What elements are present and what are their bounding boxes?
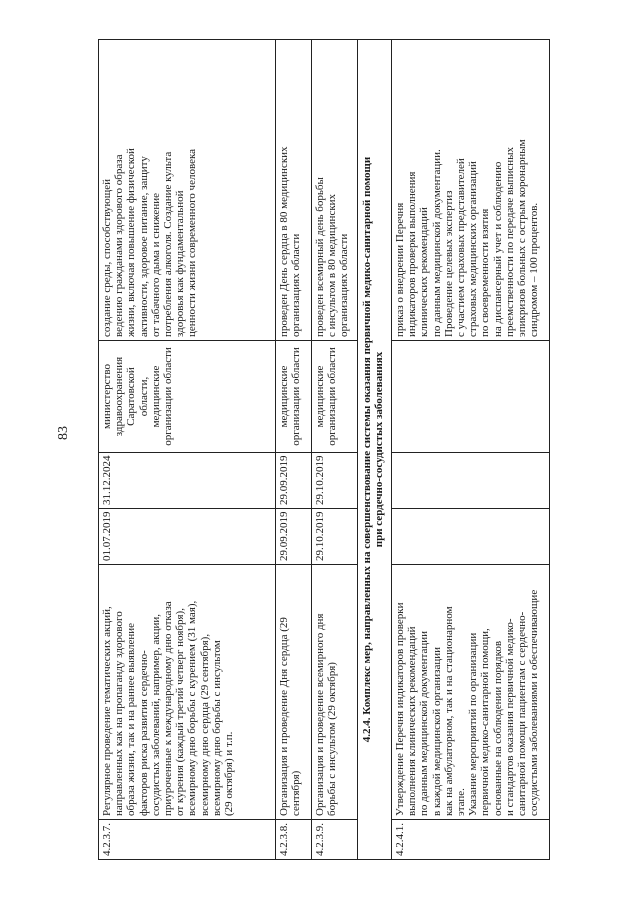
- text-line: всемирному дню борьбы с инсультом: [210, 640, 223, 816]
- text-line: медицинские: [314, 365, 326, 428]
- table-row: [392, 40, 550, 860]
- end-date: 29.09.2019: [276, 453, 312, 509]
- text-line: синдромом – 100 процентов.: [528, 202, 541, 337]
- activity-cell: [312, 565, 358, 820]
- rotated-table-container: [98, 40, 541, 860]
- section-heading-row: [358, 40, 392, 860]
- activity-cell: [276, 565, 312, 820]
- start-date: 29.09.2019: [276, 509, 312, 565]
- result-cell: [392, 40, 550, 341]
- row-number: 4.2.4.1.: [392, 820, 550, 860]
- executor-cell: [276, 341, 312, 453]
- text-line: проведен всемирный день борьбы: [314, 177, 326, 337]
- text-line: по данным медицинской документации: [418, 631, 431, 816]
- row-number: 4.2.3.7.: [99, 820, 276, 860]
- result-cell: [99, 40, 276, 341]
- text-line: приуроченные к международному дню отказа: [162, 601, 175, 816]
- text-line: ведению гражданами здорового образа: [113, 154, 126, 337]
- text-line: организациях области: [338, 233, 351, 337]
- executor-cell: [392, 341, 550, 453]
- activity-cell: [99, 565, 276, 820]
- text-line: Проведение целевых экспертиз: [442, 190, 455, 337]
- text-line: от табачного дыма и снижение: [149, 193, 162, 337]
- text-line: эпикризов больных с острым коронарным: [516, 139, 529, 337]
- start-date: [392, 509, 550, 565]
- text-line: жизни, включая повышение физической: [125, 148, 138, 337]
- text-line: организации области: [326, 347, 339, 446]
- text-line: ценности жизни современного человека: [186, 148, 199, 337]
- text-line: направленных как на пропаганду здорового: [113, 611, 126, 816]
- text-line: выполнения клинических рекомендаций: [406, 626, 419, 816]
- text-line: этапе.: [455, 788, 468, 816]
- text-line: в каждой медицинской организации: [430, 646, 443, 816]
- text-line: с инсультом в 80 медицинских: [326, 193, 339, 337]
- text-line: образа жизни, так и на раннее выявление: [125, 622, 138, 816]
- text-line: преемственности по передаче выписных: [503, 146, 516, 337]
- executor-cell: [99, 341, 276, 453]
- end-date: [392, 453, 550, 509]
- text-line: индикаторов проверки выполнения: [406, 171, 419, 337]
- text-line: сосудистых заболеваний, например, акции,: [149, 613, 162, 816]
- text-line: Саратовской: [125, 367, 138, 426]
- text-line: Указание мероприятий по организации: [467, 632, 480, 816]
- text-line: всемирному дню сердца (29 сентября),: [198, 633, 211, 816]
- text-line: с участием страховых представителей: [455, 158, 468, 337]
- start-date: 29.10.2019: [312, 509, 358, 565]
- text-line: по данным медицинской документации.: [430, 149, 443, 337]
- text-line: Организация и проведение всемирного дня: [314, 613, 326, 816]
- end-date: 31.12.2024: [99, 453, 276, 509]
- text-line: Организация и проведение Дня сердца (29: [278, 617, 290, 816]
- text-line: сосудистыми заболеваниями и обеспечивающие: [528, 589, 541, 816]
- table-row: [312, 40, 358, 860]
- text-line: факторов риска развития сердечно-: [137, 650, 150, 816]
- text-line: здоровья как фундаментальной: [174, 190, 187, 337]
- text-line: первичной медико-санитарной помощи,: [479, 628, 492, 816]
- text-line: проведен День сердца в 80 медицинских: [278, 146, 290, 337]
- text-line: по своевременности взятия: [479, 208, 492, 337]
- measures-table: [98, 39, 550, 860]
- text-line: Утверждение Перечня индикаторов проверки: [394, 602, 406, 816]
- text-line: здравоохранения: [113, 356, 126, 437]
- text-line: создание среды, способствующей: [101, 178, 113, 337]
- start-date: 01.07.2019: [99, 509, 276, 565]
- result-cell: [276, 40, 312, 341]
- text-line: клинических рекомендаций: [418, 207, 431, 337]
- row-number: 4.2.3.8.: [276, 820, 312, 860]
- result-cell: [312, 40, 358, 341]
- table-row: [276, 40, 312, 860]
- text-line: области,: [137, 376, 150, 417]
- text-line: страховых медицинских организаций: [467, 161, 480, 337]
- text-line: на диспансерный учет и соблюдению: [491, 161, 504, 337]
- text-line: сентября): [290, 770, 303, 816]
- text-line: медицинские: [149, 365, 162, 428]
- text-line: основанные на соблюдении порядков: [491, 640, 504, 816]
- text-line: 4.2.4. Комплекс мер, направленных на совершенствование системы оказания первичной медико-санитарной помощи: [361, 156, 373, 743]
- table-row: [99, 40, 276, 860]
- text-line: активности, здоровое питание, защиту: [137, 156, 150, 337]
- text-line: как на амбулаторном, так и на стационарном: [442, 606, 455, 816]
- text-line: от курения (каждый третий четверг ноября),: [174, 608, 187, 816]
- activity-cell: [392, 565, 550, 820]
- text-line: и стандартов оказания первичной медико-: [503, 618, 516, 816]
- text-line: министерство: [101, 364, 113, 430]
- text-line: потребления алкоголя. Создание культа: [162, 151, 175, 337]
- text-line: (29 октября) и т.п.: [223, 731, 236, 816]
- section-heading: [358, 40, 392, 860]
- text-line: Регулярное проведение тематических акций,: [101, 606, 113, 816]
- text-line: организации области: [290, 347, 303, 446]
- end-date: 29.10.2019: [312, 453, 358, 509]
- executor-cell: [312, 341, 358, 453]
- text-line: приказ о внедрении Перечня: [394, 202, 406, 337]
- row-number: 4.2.3.9.: [312, 820, 358, 860]
- text-line: медицинские: [278, 365, 290, 428]
- text-line: санитарной помощи пациентам с сердечно-: [516, 611, 529, 816]
- text-line: организации области: [162, 347, 175, 446]
- text-line: при сердечно-сосудистых заболеваниях: [373, 351, 386, 548]
- text-line: борьбы с инсультом (29 октября): [326, 662, 339, 816]
- text-line: организациях области: [290, 233, 303, 337]
- text-line: всемирному дню борьбы с курением (31 мая),: [186, 600, 199, 816]
- page-number: 83: [56, 426, 71, 440]
